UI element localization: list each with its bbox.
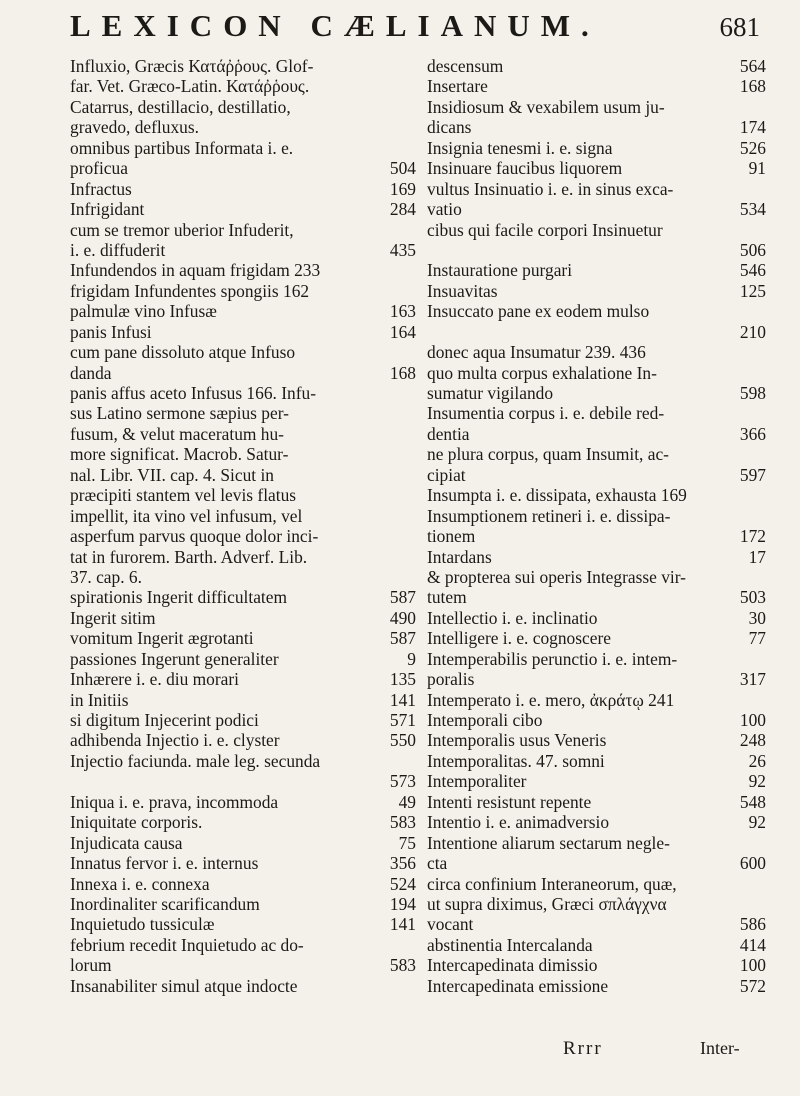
signature-mark: Rrrr: [563, 1038, 603, 1059]
entry-text: febrium recedit Inquietudo ac do-: [70, 934, 304, 955]
index-entry: [70, 260, 420, 280]
entry-text: Insinuare faucibus liquorem: [427, 158, 623, 179]
index-entry: [70, 914, 420, 934]
index-entry: [70, 710, 420, 730]
index-entry: [70, 730, 420, 750]
index-entry: [70, 383, 420, 403]
entry-page-ref: 526: [739, 137, 766, 158]
entry-page-ref: 92: [748, 812, 766, 833]
entry-page-ref: 75: [398, 832, 416, 853]
index-entry: [427, 567, 770, 587]
entry-text: proficua: [70, 158, 128, 179]
entry-text: Intellectio i. e. inclinatio: [427, 607, 598, 628]
entry-text: tat in furorem. Barth. Adverf. Lib.: [70, 546, 308, 567]
entry-text: Insumpta i. e. dissipata, exhausta 169: [427, 485, 687, 506]
entry-page-ref: 30: [748, 607, 766, 628]
entry-text: Intemporalitas. 47. somni: [427, 750, 605, 771]
entry-page-ref: 573: [389, 771, 416, 792]
entry-text: danda: [70, 362, 112, 383]
entry-text: Intercapedinata emissione: [427, 975, 609, 996]
entry-text: abstinentia Intercalanda: [427, 934, 593, 955]
index-entry: [70, 771, 420, 791]
entry-text: Injudicata causa: [70, 832, 183, 853]
entry-text: adhibenda Injectio i. e. clyster: [70, 730, 280, 751]
index-entry: [427, 322, 770, 342]
entry-text: Insanabiliter simul atque indocte: [70, 975, 298, 996]
index-entry: [70, 628, 420, 648]
entry-text: cta: [427, 853, 448, 874]
index-entry: [70, 874, 420, 894]
entry-text: asperfum parvus quoque dolor inci-: [70, 526, 319, 547]
entry-page-ref: 583: [389, 955, 416, 976]
entry-page-ref: 91: [748, 158, 766, 179]
index-entry: [70, 976, 420, 996]
entry-text: Intentio i. e. animadversio: [427, 812, 610, 833]
index-entry: [427, 853, 770, 873]
entry-text: nal. Libr. VII. cap. 4. Sicut in: [70, 464, 274, 485]
entry-text: Insumptionem retineri i. e. dissipa-: [427, 505, 671, 526]
index-entry: [70, 669, 420, 689]
entry-page-ref: 141: [389, 914, 416, 935]
entry-text: in Initiis: [70, 689, 129, 710]
entry-text: donec aqua Insumatur 239. 436: [427, 342, 646, 363]
index-entry: [427, 444, 770, 464]
entry-text: Infractus: [70, 178, 132, 199]
entry-page-ref: 586: [739, 914, 766, 935]
index-entry: [427, 914, 770, 934]
index-entry: [70, 424, 420, 444]
index-entry: [70, 587, 420, 607]
index-entry: [427, 281, 770, 301]
entry-text: poralis: [427, 669, 475, 690]
entry-page-ref: 248: [739, 730, 766, 751]
entry-text: Inquietudo tussiculæ: [70, 914, 215, 935]
entry-page-ref: 506: [739, 239, 766, 260]
entry-text: cipiat: [427, 464, 466, 485]
entry-text: si digitum Injecerint podici: [70, 710, 259, 730]
entry-page-ref: 490: [389, 607, 416, 628]
entry-text: ne plura corpus, quam Insumit, ac-: [427, 444, 669, 465]
index-entry: [70, 199, 420, 219]
entry-text: Insuccato pane ex eodem mulso: [427, 301, 650, 322]
entry-text: Intemperato i. e. mero, ἀκράτῳ 241: [427, 689, 675, 710]
index-entry: [427, 76, 770, 96]
entry-page-ref: 366: [739, 423, 766, 444]
page-number: 681: [719, 12, 760, 42]
index-entry: [427, 220, 770, 240]
entry-text: Insignia tenesmi i. e. signa: [427, 137, 613, 158]
index-entry: [427, 56, 770, 76]
index-entry: [70, 76, 420, 96]
entry-text: Iniquitate corporis.: [70, 812, 203, 833]
entry-text: 37. cap. 6.: [70, 566, 142, 587]
index-entry: [427, 363, 770, 383]
index-entry: [427, 751, 770, 771]
index-entry: [427, 342, 770, 362]
entry-text: cum se tremor uberior Infuderit,: [70, 219, 294, 240]
entry-page-ref: 100: [739, 710, 766, 730]
index-entry: [70, 812, 420, 832]
index-entry: [70, 117, 420, 137]
entry-page-ref: 163: [389, 301, 416, 322]
entry-page-ref: 414: [739, 934, 766, 955]
index-entry: [70, 853, 420, 873]
index-entry: [427, 730, 770, 750]
entry-text: fusum, & velut maceratum hu-: [70, 423, 284, 444]
entry-text: præcipiti stantem vel levis flatus: [70, 485, 297, 506]
entry-page-ref: 26: [748, 750, 766, 771]
entry-page-ref: 174: [739, 117, 766, 138]
index-entry: [427, 403, 770, 423]
entry-text: Innexa i. e. connexa: [70, 873, 210, 894]
right-column: [427, 56, 770, 996]
entry-text: tutem: [427, 587, 467, 608]
entry-text: gravedo, defluxus.: [70, 117, 199, 138]
index-entry: [70, 751, 420, 771]
page-header: [70, 8, 760, 60]
index-entry: [427, 833, 770, 853]
index-entry: [70, 56, 420, 76]
entry-text: frigidam Infundentes spongiis 162: [70, 280, 310, 301]
entry-text: more significat. Macrob. Satur-: [70, 444, 289, 465]
entry-page-ref: 435: [389, 239, 416, 260]
entry-page-ref: 504: [389, 158, 416, 179]
index-entry: [70, 506, 420, 526]
entry-text: Inhærere i. e. diu morari: [70, 669, 240, 690]
entry-text: vomitum Ingerit ægrotanti: [70, 628, 254, 649]
index-entry: [427, 179, 770, 199]
entry-text: cibus qui facile corpori Insinuetur: [427, 219, 663, 240]
entry-page-ref: 210: [739, 321, 766, 342]
entry-page-ref: 503: [739, 587, 766, 608]
index-entry: [427, 955, 770, 975]
index-entry: [427, 485, 770, 505]
entry-text: impellit, ita vino vel infusum, vel: [70, 505, 303, 526]
index-entry: [70, 690, 420, 710]
entry-text: quo multa corpus exhalatione In-: [427, 362, 657, 383]
index-entry: [70, 649, 420, 669]
entry-text: Insertare: [427, 76, 488, 97]
entry-text: Intemporaliter: [427, 771, 527, 792]
index-entry: [427, 935, 770, 955]
entry-text: Intercapedinata dimissio: [427, 955, 598, 976]
index-entry: [70, 894, 420, 914]
entry-text: Intentione aliarum sectarum negle-: [427, 832, 670, 853]
entry-page-ref: 564: [739, 56, 766, 76]
entry-page-ref: 168: [739, 76, 766, 97]
index-entry: [70, 403, 420, 423]
entry-page-ref: 135: [389, 669, 416, 690]
index-entry: [70, 567, 420, 587]
entry-text: circa confinium Interaneorum, quæ,: [427, 873, 677, 894]
index-entry: [427, 587, 770, 607]
index-entry: [427, 976, 770, 996]
index-entry: [70, 301, 420, 321]
running-title: LEXICON CÆLIANUM.: [70, 8, 600, 43]
entry-page-ref: 141: [389, 689, 416, 710]
entry-page-ref: 169: [389, 178, 416, 199]
entry-text: Injectio faciunda. male leg. secunda: [70, 750, 321, 771]
entry-text: far. Vet. Græco-Latin. Κατάῤῥους.: [70, 76, 310, 97]
entry-page-ref: 100: [739, 955, 766, 976]
index-entry: [70, 158, 420, 178]
entry-page-ref: 9: [407, 648, 416, 669]
index-entry: [70, 281, 420, 301]
entry-text: Influxio, Græcis Κατάῤῥους. Glof-: [70, 56, 314, 76]
entry-page-ref: 587: [389, 628, 416, 649]
left-column: [70, 56, 420, 996]
entry-page-ref: 356: [389, 853, 416, 874]
entry-text: Infundendos in aquam frigidam 233: [70, 260, 321, 281]
index-entry: [427, 199, 770, 219]
index-entry: [427, 240, 770, 260]
entry-text: Infrigidant: [70, 199, 145, 220]
entry-text: palmulæ vino Infusæ: [70, 301, 217, 322]
entry-text: Intenti resistunt repente: [427, 791, 592, 812]
index-entry: [427, 138, 770, 158]
index-entry: [70, 363, 420, 383]
entry-page-ref: 49: [398, 791, 416, 812]
entry-page-ref: 600: [739, 853, 766, 874]
entry-text: Instauratione purgari: [427, 260, 573, 281]
index-entry: [427, 260, 770, 280]
entry-text: passiones Ingerunt generaliter: [70, 648, 279, 669]
index-entry: [427, 771, 770, 791]
index-entry: [70, 220, 420, 240]
entry-text: panis affus aceto Infusus 166. Infu-: [70, 383, 316, 403]
index-entry: [70, 179, 420, 199]
index-entry: [427, 97, 770, 117]
entry-text: omnibus partibus Informata i. e.: [70, 137, 294, 158]
entry-text: vocant: [427, 914, 474, 935]
entry-text: Intelligere i. e. cognoscere: [427, 628, 611, 649]
index-entry: [70, 97, 420, 117]
index-entry: [70, 955, 420, 975]
index-entry: [427, 424, 770, 444]
entry-page-ref: 168: [389, 362, 416, 383]
entry-page-ref: 548: [739, 791, 766, 812]
entry-page-ref: 125: [739, 280, 766, 301]
entry-page-ref: 583: [389, 812, 416, 833]
entry-text: dentia: [427, 423, 470, 444]
index-entry: [427, 608, 770, 628]
entry-page-ref: 524: [389, 873, 416, 894]
entry-text: & propterea sui operis Integrasse vir-: [427, 566, 686, 587]
catchword: Inter-: [700, 1038, 740, 1058]
entry-text: sus Latino sermone sæpius per-: [70, 403, 289, 424]
entry-text: ut supra diximus, Græci σπλάγχνα: [427, 893, 667, 914]
entry-page-ref: 587: [389, 587, 416, 608]
index-entry: [427, 547, 770, 567]
entry-text: Innatus fervor i. e. internus: [70, 853, 259, 874]
index-entry: [427, 690, 770, 710]
entry-page-ref: 534: [739, 199, 766, 220]
index-entry: [427, 506, 770, 526]
entry-text: Insumentia corpus i. e. debile red-: [427, 403, 665, 424]
entry-text: Intemporalis usus Veneris: [427, 730, 607, 751]
entry-text: Insuavitas: [427, 280, 498, 301]
index-entry: [70, 444, 420, 464]
entry-text: Insidiosum & vexabilem usum ju-: [427, 96, 665, 117]
index-entry: [70, 465, 420, 485]
entry-page-ref: 92: [748, 771, 766, 792]
entry-page-ref: 598: [739, 383, 766, 403]
entry-text: dicans: [427, 117, 472, 138]
index-entry: [427, 792, 770, 812]
index-entry: [427, 383, 770, 403]
index-entry: [70, 833, 420, 853]
index-entry: [427, 117, 770, 137]
index-entry: [427, 812, 770, 832]
entry-page-ref: 317: [739, 669, 766, 690]
index-entry: [70, 138, 420, 158]
entry-page-ref: 597: [739, 464, 766, 485]
index-entry: [427, 669, 770, 689]
index-entry: [427, 874, 770, 894]
index-entry: [70, 935, 420, 955]
entry-text: Ingerit sitim: [70, 607, 156, 628]
entry-page-ref: 550: [389, 730, 416, 751]
entry-text: sumatur vigilando: [427, 383, 554, 403]
index-entry: [427, 894, 770, 914]
entry-text: panis Infusi: [70, 321, 152, 342]
index-entry: [427, 465, 770, 485]
entry-page-ref: 164: [389, 321, 416, 342]
index-entry: [427, 628, 770, 648]
entry-page-ref: 17: [748, 546, 766, 567]
entry-page-ref: 77: [748, 628, 766, 649]
entry-page-ref: 194: [389, 893, 416, 914]
entry-text: Intemporali cibo: [427, 710, 543, 730]
index-entry: [70, 485, 420, 505]
entry-text: vatio: [427, 199, 462, 220]
entry-text: descensum: [427, 56, 504, 76]
index-entry: [70, 547, 420, 567]
entry-page-ref: 571: [389, 710, 416, 730]
entry-text: tionem: [427, 526, 476, 547]
index-entry: [70, 792, 420, 812]
entry-text: spirationis Ingerit difficultatem: [70, 587, 288, 608]
index-entry: [427, 158, 770, 178]
entry-page-ref: 284: [389, 199, 416, 220]
index-entry: [70, 322, 420, 342]
entry-text: lorum: [70, 955, 112, 976]
entry-text: Intardans: [427, 546, 492, 567]
entry-page-ref: 546: [739, 260, 766, 281]
entry-page-ref: 572: [739, 975, 766, 996]
entry-text: Inordinaliter scarificandum: [70, 893, 260, 914]
entry-text: cum pane dissoluto atque Infuso: [70, 342, 296, 363]
entry-text: i. e. diffuderit: [70, 239, 166, 260]
entry-text: Catarrus, destillacio, destillatio,: [70, 96, 291, 117]
index-entry: [427, 526, 770, 546]
index-entry: [70, 240, 420, 260]
index-entry: [427, 649, 770, 669]
index-entry: [70, 342, 420, 362]
entry-page-ref: 172: [739, 526, 766, 547]
index-entry: [427, 301, 770, 321]
index-entry: [70, 526, 420, 546]
index-entry: [427, 710, 770, 730]
entry-text: Intemperabilis perunctio i. e. intem-: [427, 648, 678, 669]
entry-text: vultus Insinuatio i. e. in sinus exca-: [427, 178, 674, 199]
index-entry: [70, 608, 420, 628]
entry-text: Iniqua i. e. prava, incommoda: [70, 791, 279, 812]
